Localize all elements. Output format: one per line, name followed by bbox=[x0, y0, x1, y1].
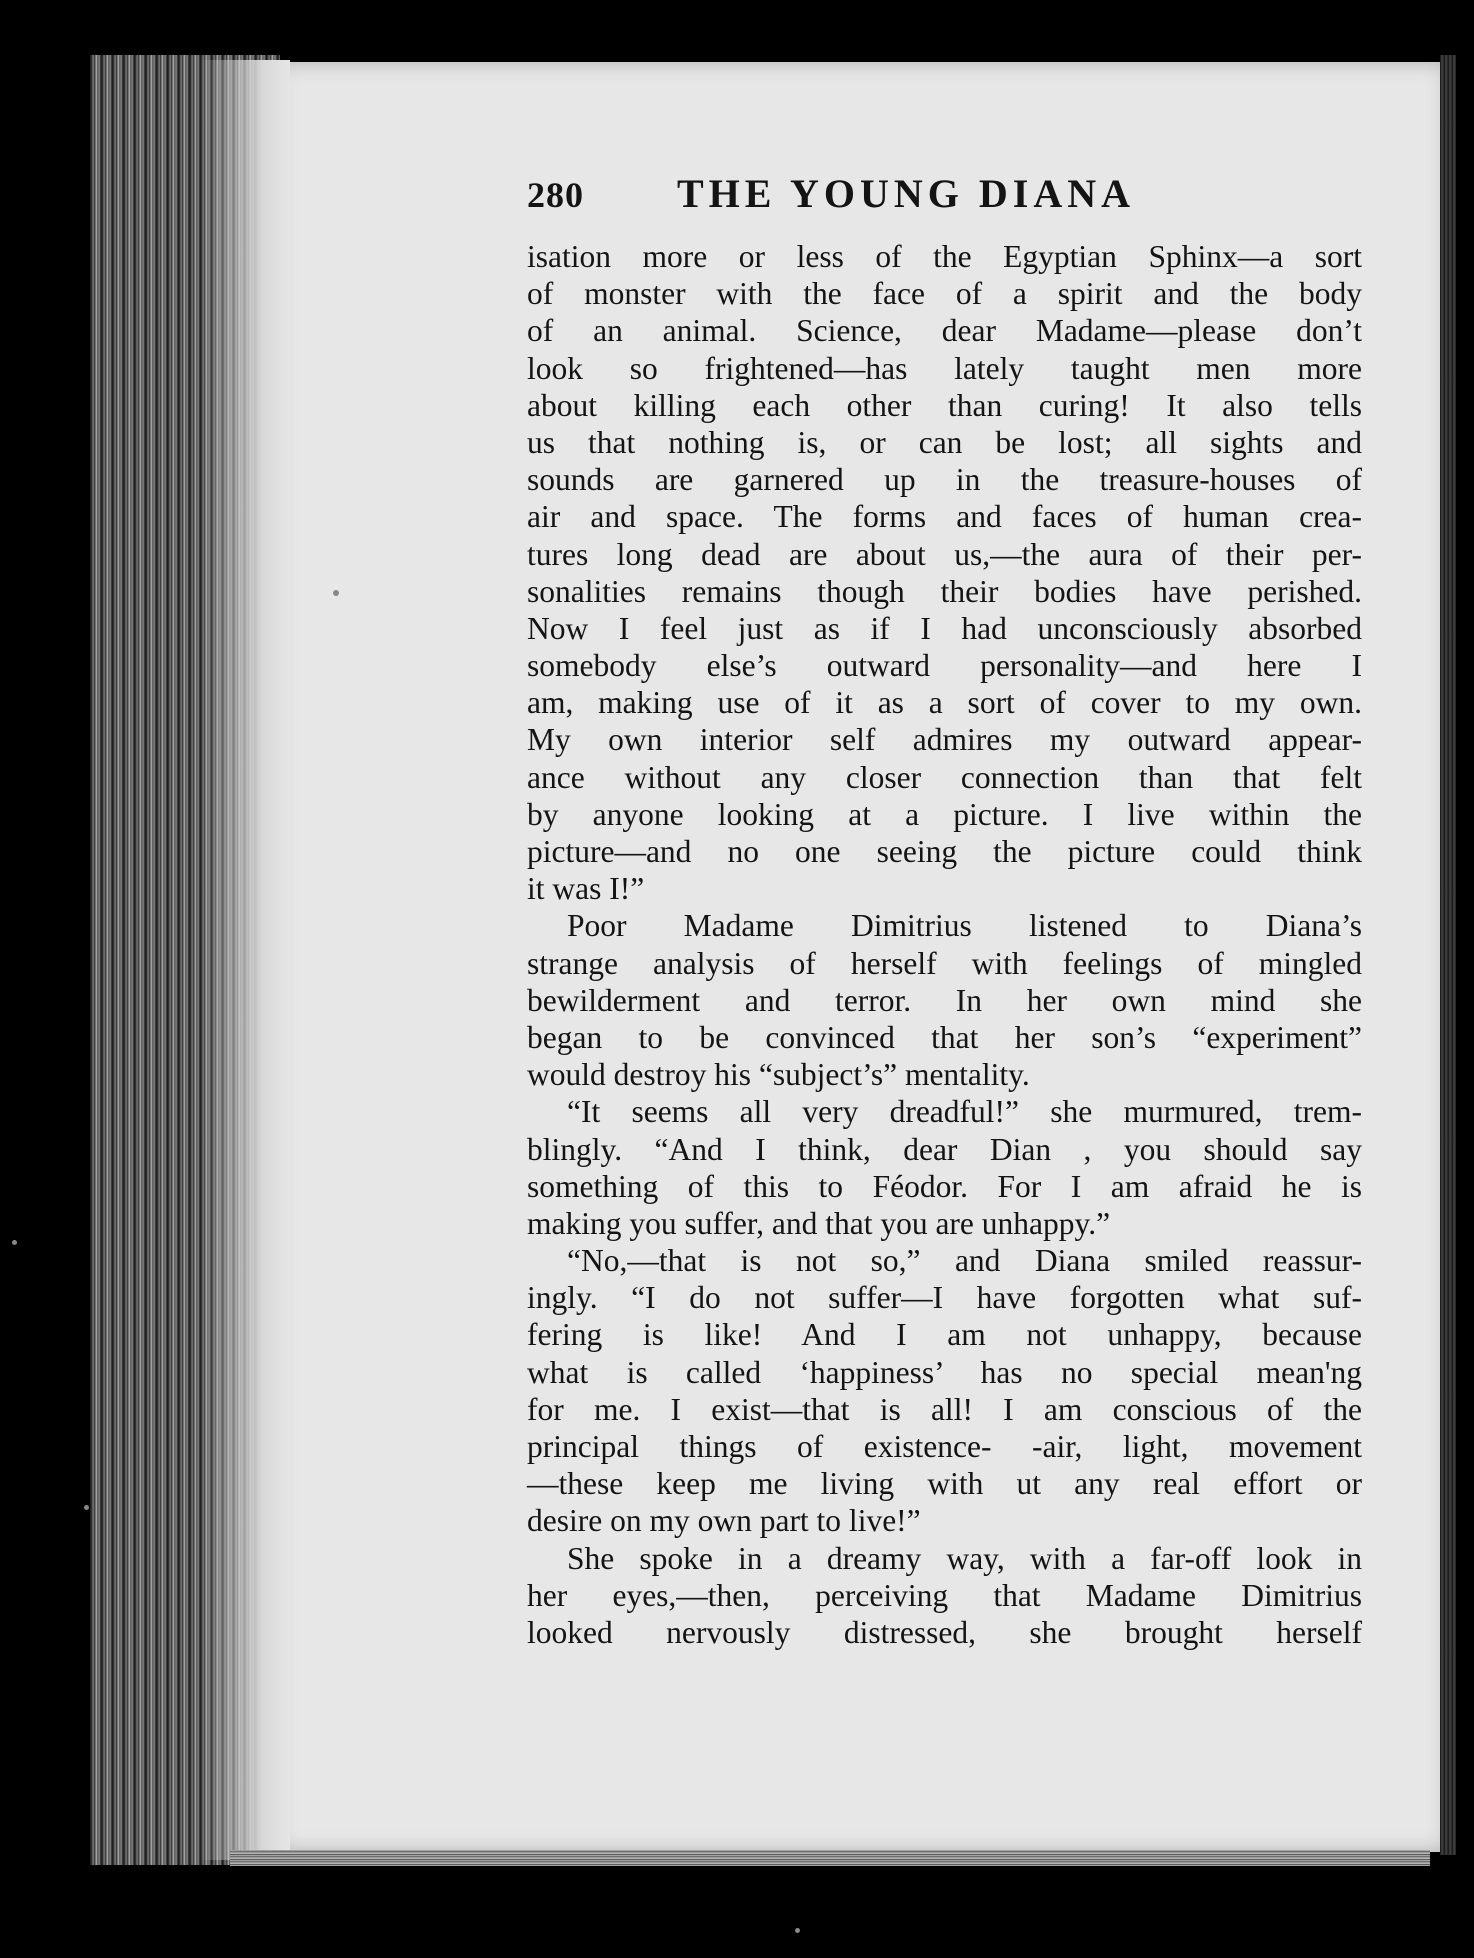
text-line: her eyes,—then, perceiving that Madame Dimitrius bbox=[527, 1577, 1362, 1613]
text-line: sonalities remains though their bodies have perished. bbox=[527, 573, 1362, 609]
text-line: am, making use of it as a sort of cover to my own. bbox=[527, 685, 1362, 721]
text-line: Poor Madame Dimitrius listened to Diana’s bbox=[567, 908, 1362, 944]
text-line: “No,—that is not so,” and Diana smiled reassur- bbox=[567, 1243, 1362, 1279]
running-title: THE YOUNG DIANA bbox=[677, 171, 1135, 216]
text-line: Now I feel just as if I had unconsciously absorbed bbox=[527, 610, 1362, 646]
scan-speck bbox=[333, 590, 339, 596]
text-line: bewilderment and terror. In her own mind she bbox=[527, 982, 1362, 1018]
text-line: principal things of existence- -air, light, movement bbox=[527, 1429, 1362, 1464]
text-line: it was I!” bbox=[527, 871, 645, 907]
text-line: My own interior self admires my outward appear- bbox=[527, 722, 1362, 758]
text-line: about killing each other than curing! It also tells bbox=[527, 387, 1362, 423]
text-line: for me. I exist—that is all! I am conscious of the bbox=[527, 1391, 1362, 1427]
text-line: “It seems all very dreadful!” she murmured, trem- bbox=[567, 1094, 1362, 1130]
book-right-edge bbox=[1440, 55, 1456, 1855]
page-number: 280 bbox=[527, 175, 584, 215]
page-text-block bbox=[527, 170, 1362, 1651]
scan-speck bbox=[795, 1928, 800, 1933]
text-line: somebody else’s outward personality—and here I bbox=[527, 648, 1362, 684]
text-line: what is called ‘happiness’ has no special mean'ng bbox=[527, 1354, 1362, 1390]
page-gutter-shadow bbox=[200, 60, 290, 1860]
text-line: desire on my own part to live!” bbox=[527, 1503, 921, 1539]
text-line: air and space. The forms and faces of human crea- bbox=[527, 499, 1362, 535]
text-line: strange analysis of herself with feelings of mingled bbox=[527, 945, 1362, 981]
book-bottom-edge bbox=[230, 1850, 1430, 1866]
body-text bbox=[527, 238, 1362, 1651]
text-line: began to be convinced that her son’s “experiment” bbox=[527, 1019, 1362, 1055]
running-head bbox=[527, 170, 1362, 232]
text-line: ance without any closer connection than that felt bbox=[527, 759, 1362, 795]
text-line: blingly. “And I think, dear Dian , you should say bbox=[527, 1131, 1362, 1167]
text-line: of monster with the face of a spirit and the body bbox=[527, 276, 1362, 312]
text-line: look so frightened—has lately taught men more bbox=[527, 350, 1362, 386]
text-line: something of this to Féodor. For I am afraid he is bbox=[527, 1168, 1362, 1204]
text-line: looked nervously distressed, she brought herself bbox=[527, 1614, 1362, 1650]
scan-speck bbox=[84, 1505, 89, 1510]
text-line: She spoke in a dreamy way, with a far-off look in bbox=[567, 1540, 1362, 1576]
text-line: would destroy his “subject’s” mentality. bbox=[527, 1057, 1030, 1093]
text-line: isation more or less of the Egyptian Sphinx—a sort bbox=[527, 239, 1362, 274]
text-line: of an animal. Science, dear Madame—please don’t bbox=[527, 313, 1362, 349]
text-line: fering is like! And I am not unhappy, because bbox=[527, 1317, 1362, 1353]
text-line: picture—and no one seeing the picture could think bbox=[527, 834, 1362, 869]
text-line: ingly. “I do not suffer—I have forgotten what suf- bbox=[527, 1280, 1362, 1316]
text-line: sounds are garnered up in the treasure-houses of bbox=[527, 462, 1362, 498]
text-line: by anyone looking at a picture. I live within the bbox=[527, 796, 1362, 832]
text-line: —these keep me living with ut any real effort or bbox=[527, 1466, 1362, 1502]
scan-speck bbox=[12, 1240, 17, 1245]
text-line: tures long dead are about us,—the aura of their per- bbox=[527, 536, 1362, 572]
text-line: us that nothing is, or can be lost; all sights and bbox=[527, 424, 1362, 460]
text-line: making you suffer, and that you are unhappy.” bbox=[527, 1205, 1111, 1241]
